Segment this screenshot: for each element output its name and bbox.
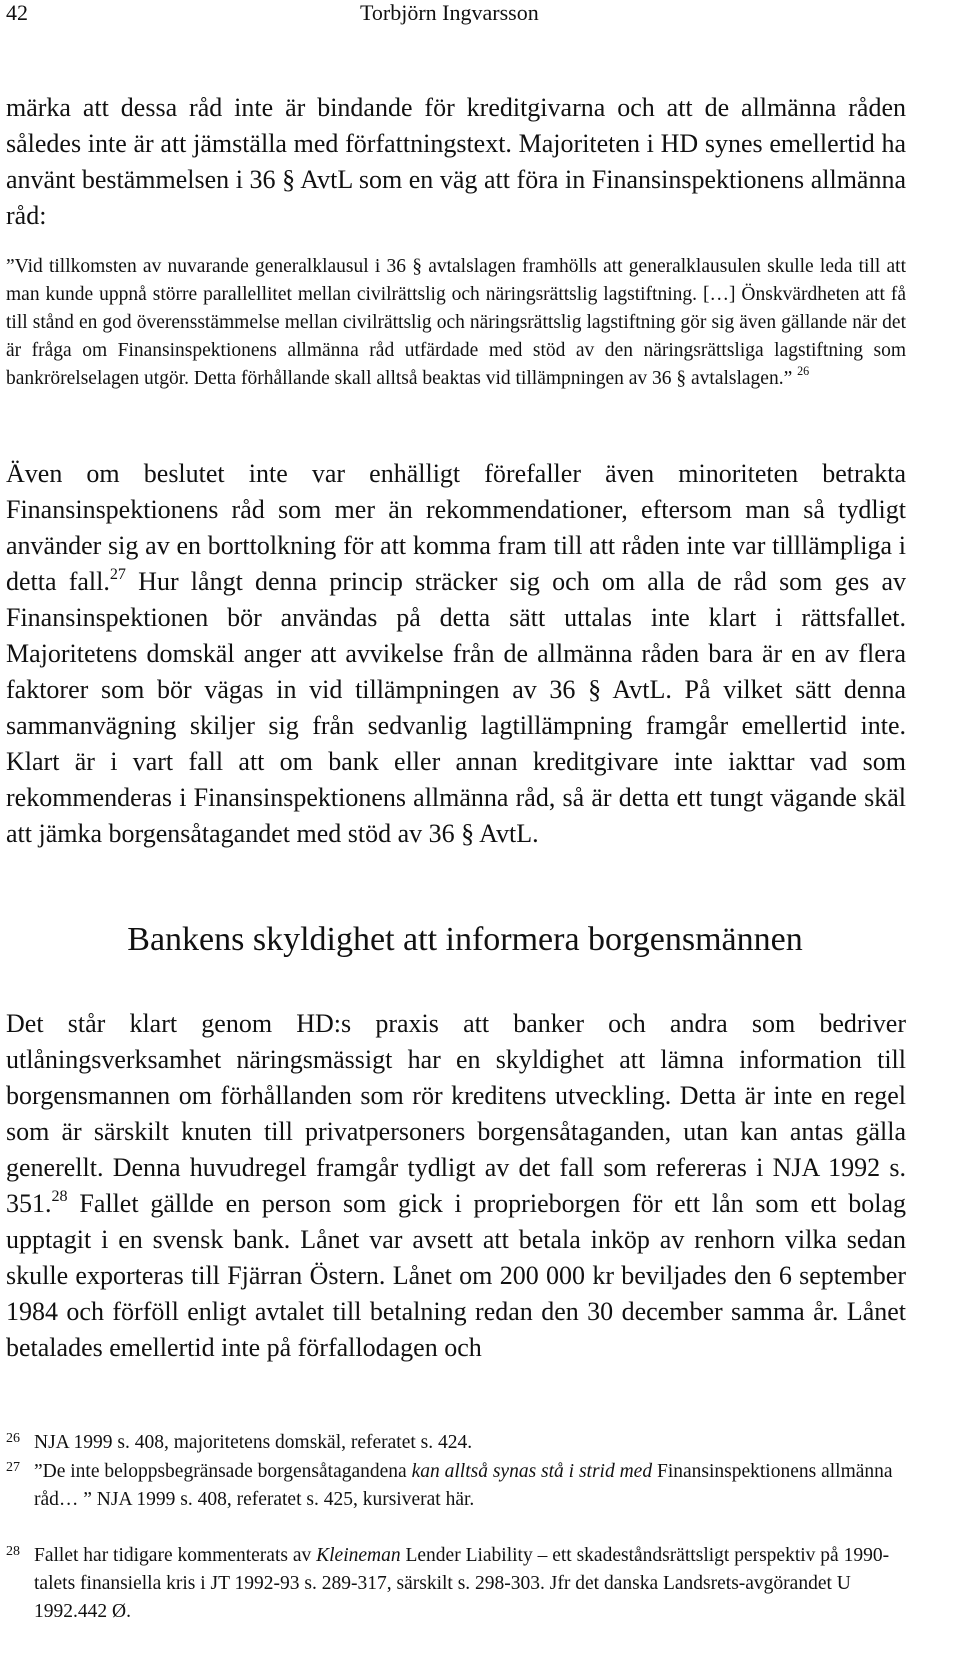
- paragraph-1: märka att dessa råd inte är bindande för kreditgivarna och att de allmänna råden således inte är att jämställa med författningstext. Majoriteten i HD synes emellertid ha använt bestämmelsen i 36 § AvtL som en väg att föra in Finansinspektionens allmänna råd:: [6, 93, 906, 230]
- paragraph-3-text-a: Det står klart genom HD:s praxis att banker och andra som bedriver utlåningsverksamhet näringsmässigt har en skyldighet att lämna information till borgensmannen om förhållanden som rör kreditens utveckling. Detta är inte en regel som är särskilt knuten till privatpersoners borgensåtaganden, utan kan antas gälla generellt. Denna huvudregel framgår tydligt av det fall som refereras i NJA 1992 s. 351.: [6, 1009, 906, 1218]
- paragraph-2-text-b: Hur långt denna princip sträcker sig och om alla de råd som ges av Finansinspektionen bör användas på detta sätt uttalas inte klart i rättsfallet. Majoritetens domskäl anger att avvikelse från de allmänna råden bara är en av flera faktorer som bör vägas in vid tillämpningen av 36 § AvtL. På vilket sätt denna sammanvägning skiljer sig från sedvanlig lagtillämpning framgår emellertid inte. Klart är i vart fall att om bank eller annan kreditgivare inte iakttar vad som rekommenderas i Finansinspektionens allmänna råd, så är detta ett tungt vägande skäl att jämka borgensåtagandet med stöd av 36 § AvtL.: [6, 567, 906, 848]
- footnote-number-26: 26: [6, 1431, 20, 1446]
- footnote-text-27-b: Finansinspektionens allmänna råd… ” NJA 1999 s. 408, referatet s. 425, kursiverat här.: [34, 1461, 893, 1510]
- footnote-number-27: 27: [6, 1460, 20, 1475]
- footnote-27: [6, 1458, 906, 1514]
- block-quote: [6, 253, 906, 393]
- paragraph-2-text-a: Även om beslutet inte var enhälligt förefaller även minoriteten betrakta Finansinspektionens råd som mer än rekommendationer, eftersom man så tydligt använder sig av en borttolkning för att komma fram till att råden inte var tilllämpliga i detta fall.: [6, 459, 906, 596]
- paragraph-2: [6, 456, 906, 852]
- paragraph-3: [6, 1006, 906, 1366]
- footnote-text-26: NJA 1999 s. 408, majoritetens domskäl, referatet s. 424.: [34, 1432, 473, 1453]
- footnote-28: [6, 1542, 906, 1626]
- section-heading: Bankens skyldighet att informera borgensmännen: [127, 921, 803, 958]
- footnote-ref-26[interactable]: 26: [797, 364, 810, 379]
- page-number: 42: [6, 0, 28, 25]
- footnote-text-27-italic: kan alltså synas stå i strid med: [411, 1461, 653, 1482]
- footnote-ref-27[interactable]: 27: [109, 565, 126, 583]
- paragraph-3-text-b: Fallet gällde en person som gick i proprieborgen för ett lån som ett bolag upptagit i en svensk bank. Lånet var avsett att betala inköp av renhorn vilka sedan skulle exporteras till Fjärran Östern. Lånet om 200 000 kr beviljades den 6 september 1984 och förföll enligt avtalet till betalning redan den 30 december samma år. Lånet betalades emellertid inte på förfallodagen och: [6, 1189, 906, 1362]
- footnote-ref-28[interactable]: 28: [51, 1187, 68, 1205]
- footnote-number-28: 28: [6, 1544, 20, 1559]
- running-header-author: Torbjörn Ingvarsson: [360, 0, 539, 25]
- block-quote-text: ”Vid tillkomsten av nuvarande generalklausul i 36 § avtalslagen framhölls att generalklausulen skulle leda till att man kunde uppnå större parallellitet mellan civilrättslig och näringsrättslig lagstiftning. […] Önskvärdheten att få till stånd en god överensstämmelse mellan civilrättslig och näringsrättslig lagstiftning gör sig även gällande när det är fråga om Finansinspektionens allmänna råd utfärdade med stöd av den näringsrättsliga lagstiftning som bankrörelselagen utgör. Detta förhållande skall alltså beaktas vid tillämpningen av 36 § avtalslagen.”: [6, 256, 906, 389]
- footnote-text-28-b: Lender Liability – ett skadeståndsrättsligt perspektiv på 1990-talets finansiella kris i JT 1992-93 s. 289-317, särskilt s. 298-303. Jfr det danska Landsrets-avgörandet U 1992.442 Ø.: [34, 1545, 890, 1622]
- footnote-text-27-a: ”De inte beloppsbegränsade borgensåtagandena: [34, 1461, 412, 1482]
- footnote-26: [6, 1429, 906, 1457]
- footnote-text-28-italic: Kleineman: [316, 1545, 401, 1566]
- footnote-text-28-a: Fallet har tidigare kommenterats av: [34, 1545, 317, 1566]
